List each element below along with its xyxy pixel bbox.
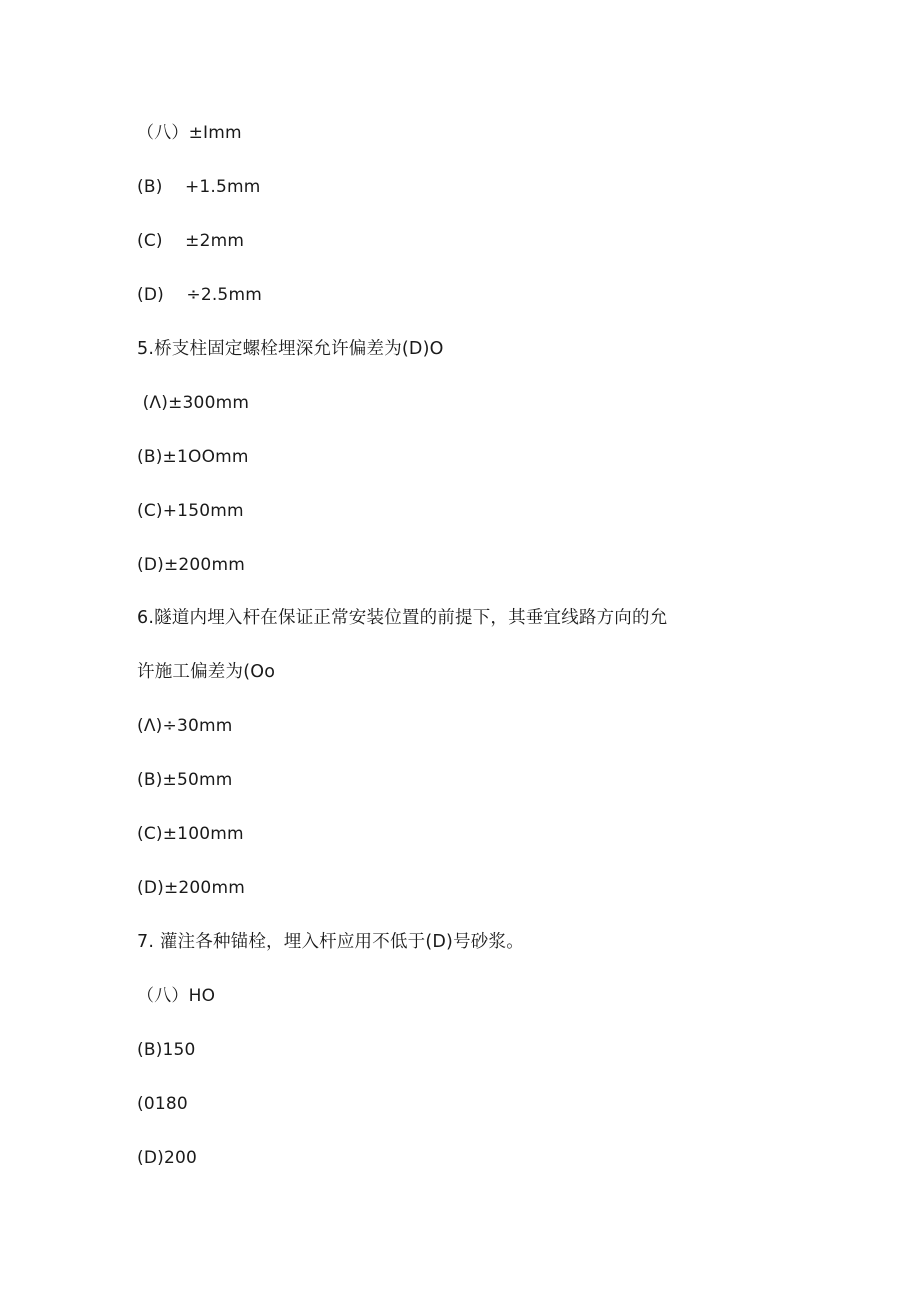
option-line: (B)±50mm	[137, 770, 233, 790]
option-line: (D) ÷2.5mm	[137, 285, 262, 305]
option-line: (0180	[137, 1094, 188, 1114]
question-line: 6.隧道内埋入杆在保证正常安装位置的前提下，其垂宜线路方向的允	[137, 608, 668, 628]
option-line: (C) ±2mm	[137, 231, 245, 251]
option-line: （八）HO	[137, 986, 216, 1006]
option-line: (B)±1OOmm	[137, 447, 249, 467]
option-line: (Λ)÷30mm	[137, 716, 233, 736]
question-line: 5.桥支柱固定螺栓埋深允许偏差为(D)O	[137, 339, 444, 359]
question-line: 7. 灌注各种锚栓，埋入杆应用不低于(D)号砂浆。	[137, 932, 524, 952]
option-line: (D)200	[137, 1148, 198, 1168]
question-line: 许施工偏差为(Oo	[137, 662, 276, 682]
option-line: （八）±Imm	[137, 123, 242, 143]
option-line: (B)150	[137, 1040, 196, 1060]
option-line: (C)+150mm	[137, 501, 244, 521]
option-line: (D)±200mm	[137, 878, 245, 898]
option-line: (C)±100mm	[137, 824, 244, 844]
option-line: (D)±200mm	[137, 555, 245, 575]
option-line: (B) +1.5mm	[137, 177, 261, 197]
option-line: (Λ)±300mm	[137, 393, 250, 413]
